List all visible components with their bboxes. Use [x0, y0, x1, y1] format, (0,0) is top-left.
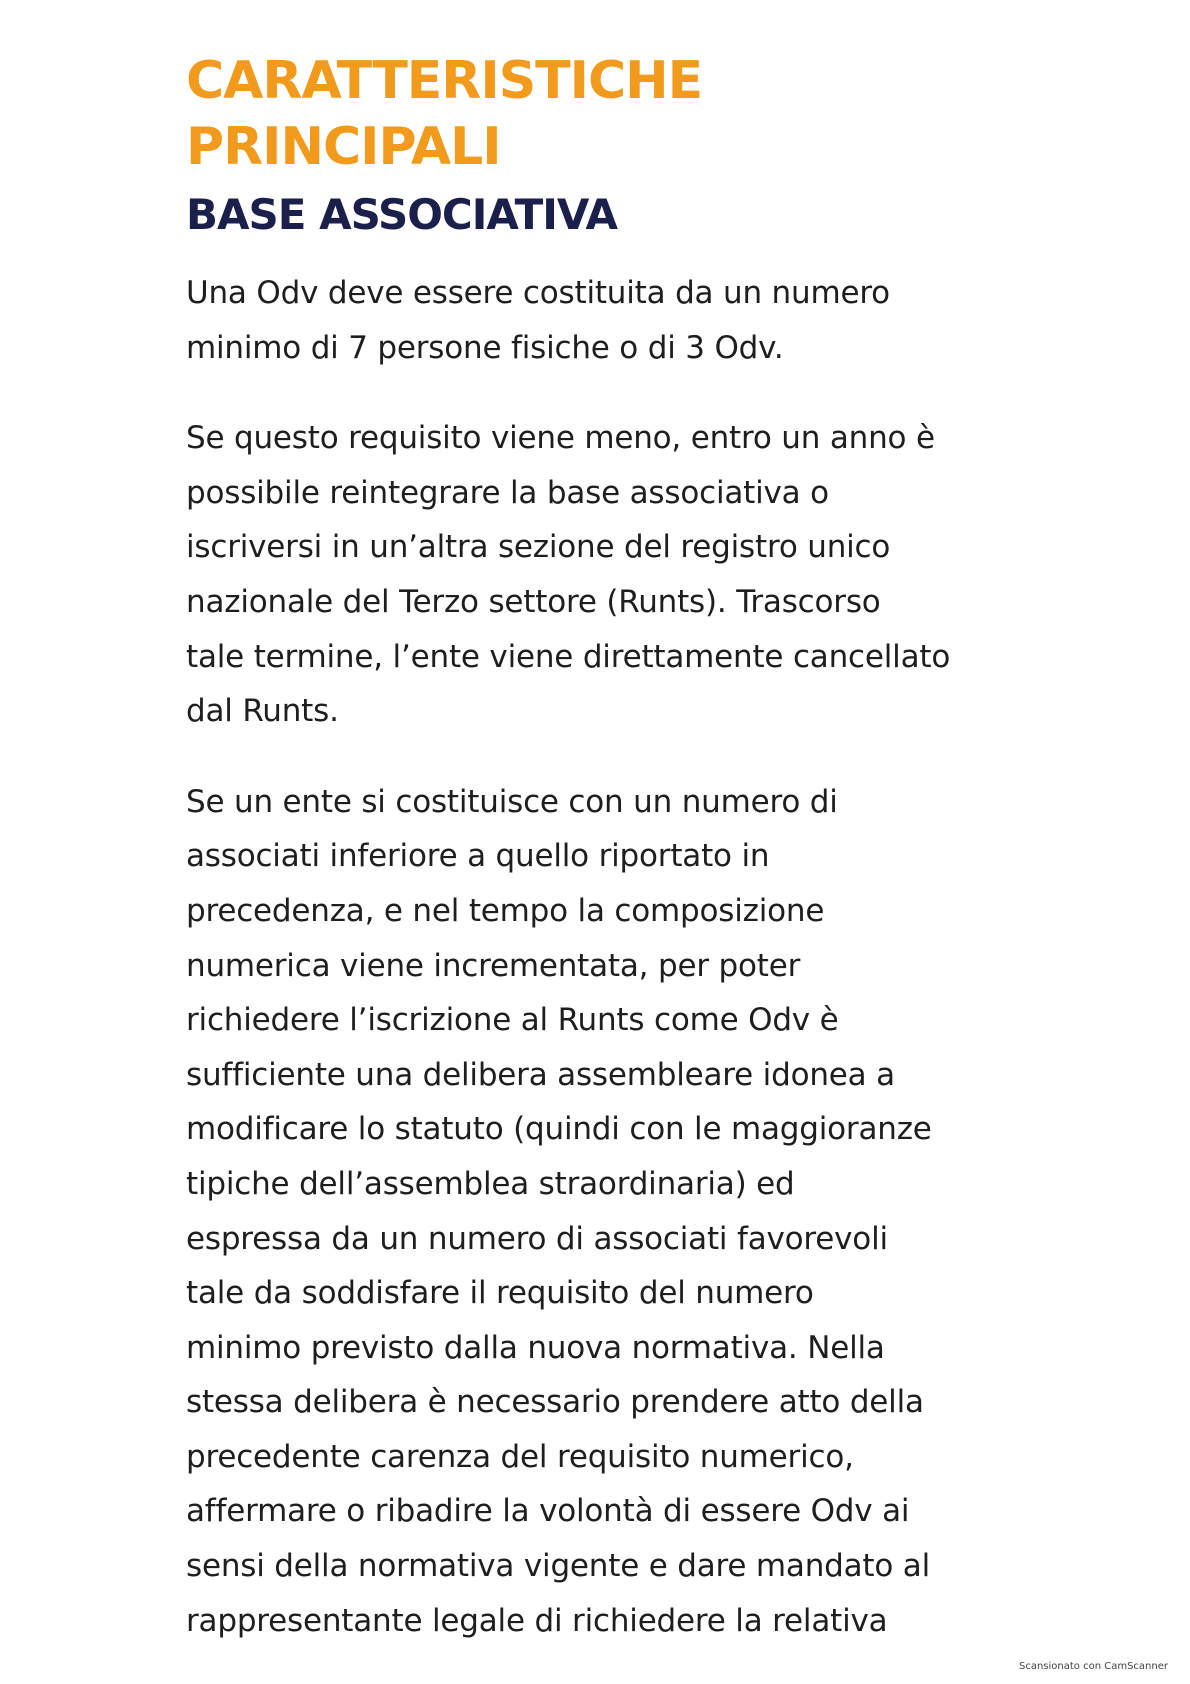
text-line: sensi della normativa vigente e dare mandato al [186, 1548, 931, 1585]
text-line: Se un ente si costituisce con un numero di [186, 783, 838, 820]
text-line: dal Runts. [186, 693, 339, 730]
text-line: Una Odv deve essere costituita da un numero [186, 275, 890, 311]
text-line: stessa delibera è necessario prendere atto della [186, 1384, 924, 1421]
page-title [186, 48, 1006, 180]
paragraph [186, 266, 1006, 375]
text-line: tale da soddisfare il requisito del numero [186, 1275, 814, 1312]
text-line: modificare lo statuto (quindi con le maggioranze [186, 1111, 932, 1148]
text-line: Se questo requisito viene meno, entro un anno è [186, 420, 935, 457]
text-line: nazionale del Terzo settore (Runts). Trascorso [186, 583, 881, 620]
paragraph [186, 775, 1006, 1649]
text-line: possibile reintegrare la base associativa o [186, 474, 829, 511]
text-line: precedente carenza del requisito numerico, [186, 1438, 854, 1475]
text-line: minimo di 7 persone fisiche o di 3 Odv. [186, 329, 784, 366]
text-line: rappresentante legale di richiedere la relativa [186, 1602, 888, 1639]
text-line: affermare o ribadire la volontà di essere Odv ai [186, 1493, 910, 1530]
paragraph [186, 411, 1006, 739]
text-line: numerica viene incrementata, per poter [186, 947, 801, 984]
document-page [186, 48, 1006, 1648]
text-line: associati inferiore a quello riportato in [186, 838, 770, 875]
section-heading: BASE ASSOCIATIVA [186, 190, 618, 239]
text-line: precedenza, e nel tempo la composizione [186, 892, 825, 929]
text-line: tale termine, l’ente viene direttamente cancellato [186, 638, 951, 675]
text-line: espressa da un numero di associati favorevoli [186, 1220, 888, 1257]
text-line: iscriversi in un’altra sezione del registro unico [186, 529, 891, 566]
text-line: richiedere l’iscrizione al Runts come Odv è [186, 1002, 839, 1039]
scanner-watermark: Scansionato con CamScanner [1019, 1661, 1168, 1672]
text-line: sufficiente una delibera assembleare idonea a [186, 1056, 895, 1093]
title-line: CARATTERISTICHE [186, 51, 703, 111]
title-line: PRINCIPALI [186, 117, 501, 177]
text-line: minimo previsto dalla nuova normativa. Nella [186, 1329, 885, 1366]
text-line: tipiche dell’assemblea straordinaria) ed [186, 1165, 795, 1202]
